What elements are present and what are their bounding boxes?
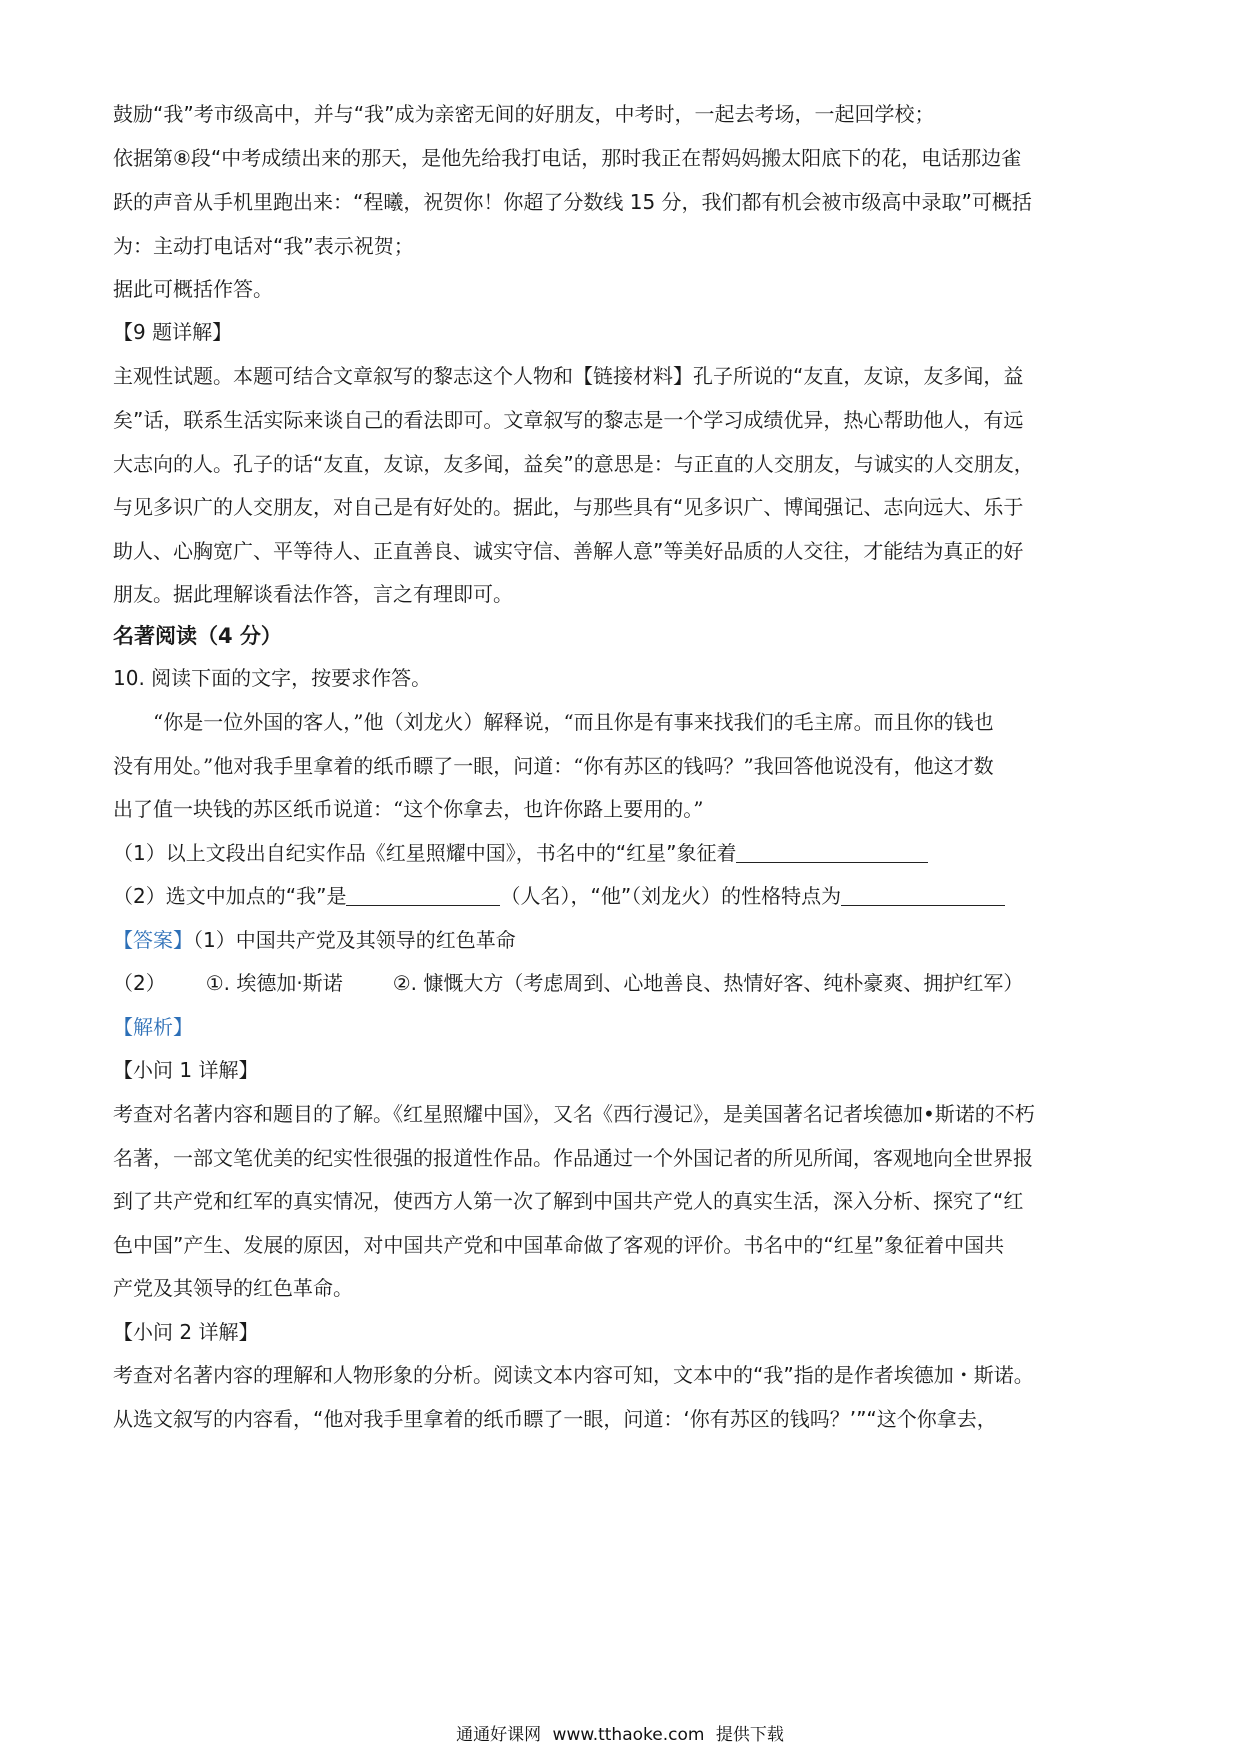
paragraph-line: 据此可概括作答。 — [113, 277, 273, 301]
paragraph-line: 鼓励“我”考市级高中，并与“我”成为亲密无间的好朋友，中考时，一起去考场，一起回学校； — [113, 102, 935, 126]
answer-1-text: （1）中国共产党及其领导的红色革命 — [193, 928, 516, 952]
q9-detail-line: 矣”话，联系生活实际来谈自己的看法即可。文章叙写的黎志是一个学习成绩优异，热心帮助他人，有远 — [113, 408, 1024, 432]
subquestion-2-detail-line: 考查对名著内容的理解和人物形象的分析。阅读文本内容可知，文本中的“我”指的是作者埃德加・斯诺。 — [113, 1363, 1034, 1387]
passage-line: 出了值一块钱的苏区纸币说道：“这个你拿去，也许你路上要用的。” — [113, 797, 704, 821]
subquestion-1-detail-line: 产党及其领导的红色革命。 — [113, 1276, 353, 1300]
answer-blank — [736, 844, 928, 863]
paragraph-line: 为：主动打电话对“我”表示祝贺； — [113, 234, 414, 258]
answer-2-part-a: ①. 埃德加·斯诺 — [205, 971, 343, 995]
subquestion-2-text-b: （人名），“他”（刘龙火）的性格特点为 — [500, 884, 842, 908]
footer-site-name: 通通好课网 — [456, 1725, 542, 1745]
answer-line-2 — [113, 971, 1023, 995]
answer-label: 【答案】 — [113, 928, 193, 952]
analysis-label: 【解析】 — [113, 1015, 193, 1039]
q9-detail-line: 主观性试题。本题可结合文章叙写的黎志这个人物和【链接材料】孔子所说的“友直，友谅，友多闻，益 — [113, 364, 1024, 388]
subquestion-2-detail-line: 从选文叙写的内容看，“他对我手里拿着的纸币瞟了一眼，问道：‘你有苏区的钱吗？’”“这个你拿去， — [113, 1407, 997, 1431]
subquestion-1-detail-line: 名著，一部文笔优美的纪实性很强的报道性作品。作品通过一个外国记者的所见所闻，客观地向全世界报 — [113, 1146, 1033, 1170]
question-10-prompt: 10. 阅读下面的文字，按要求作答。 — [113, 666, 432, 690]
subquestion-1 — [113, 841, 928, 865]
q9-detail-heading: 【9 题详解】 — [113, 320, 233, 344]
footer-url[interactable]: www.tthaoke.com — [552, 1725, 705, 1745]
subquestion-1-detail-line: 色中国”产生、发展的原因，对中国共产党和中国革命做了客观的评价。书名中的“红星”象征着中国共 — [113, 1233, 1005, 1257]
q9-detail-line: 朋友。据此理解谈看法作答，言之有理即可。 — [113, 582, 513, 606]
q9-detail-line: 大志向的人。孔子的话“友直，友谅，友多闻，益矣”的意思是：与正直的人交朋友，与诚实的人交朋友， — [113, 452, 1034, 476]
q9-detail-line: 与见多识广的人交朋友，对自己是有好处的。据此，与那些具有“见多识广、博闻强记、志向远大、乐于 — [113, 495, 1024, 519]
subquestion-1-detail-line: 到了共产党和红军的真实情况，使西方人第一次了解到中国共产党人的真实生活，深入分析、探究了“红 — [113, 1189, 1024, 1213]
paragraph-line: 依据第⑧段“中考成绩出来的那天，是他先给我打电话，那时我正在帮妈妈搬太阳底下的花，电话那边雀 — [113, 146, 1022, 170]
answer-blank — [346, 887, 500, 906]
passage-line: “你是一位外国的客人，”他（刘龙火）解释说，“而且你是有事来找我们的毛主席。而且你的钱也 — [153, 710, 994, 734]
answer-2-number: （2） — [113, 971, 166, 995]
answer-2-part-b: ②. 慷慨大方（考虑周到、心地善良、热情好客、纯朴豪爽、拥护红军） — [392, 971, 1024, 995]
footer-note: 提供下载 — [715, 1725, 784, 1745]
subquestion-1-detail-line: 考查对名著内容和题目的了解。《红星照耀中国》，又名《西行漫记》，是美国著名记者埃德加•斯诺的不朽 — [113, 1102, 1035, 1126]
subquestion-2-detail-heading: 【小问 2 详解】 — [113, 1320, 259, 1344]
subquestion-1-detail-heading: 【小问 1 详解】 — [113, 1058, 259, 1082]
passage-line: 没有用处。”他对我手里拿着的纸币瞟了一眼，问道：“你有苏区的钱吗？”我回答他说没有，他这才数 — [113, 754, 994, 778]
subquestion-2-text-a: （2）选文中加点的“我”是 — [113, 884, 347, 908]
paragraph-line: 跃的声音从手机里跑出来：“程曦，祝贺你！你超了分数线 15 分，我们都有机会被市级高中录取”可概括 — [113, 190, 1032, 214]
answer-line-1 — [113, 928, 516, 952]
answer-blank — [841, 887, 1005, 906]
subquestion-2 — [113, 884, 1005, 908]
section-title: 名著阅读（4 分） — [113, 624, 282, 648]
page-footer — [0, 1725, 1240, 1745]
subquestion-1-text: （1）以上文段出自纪实作品《红星照耀中国》，书名中的“红星”象征着 — [113, 841, 737, 865]
q9-detail-line: 助人、心胸宽广、平等待人、正直善良、诚实守信、善解人意”等美好品质的人交往，才能结为真正的好 — [113, 539, 1024, 563]
